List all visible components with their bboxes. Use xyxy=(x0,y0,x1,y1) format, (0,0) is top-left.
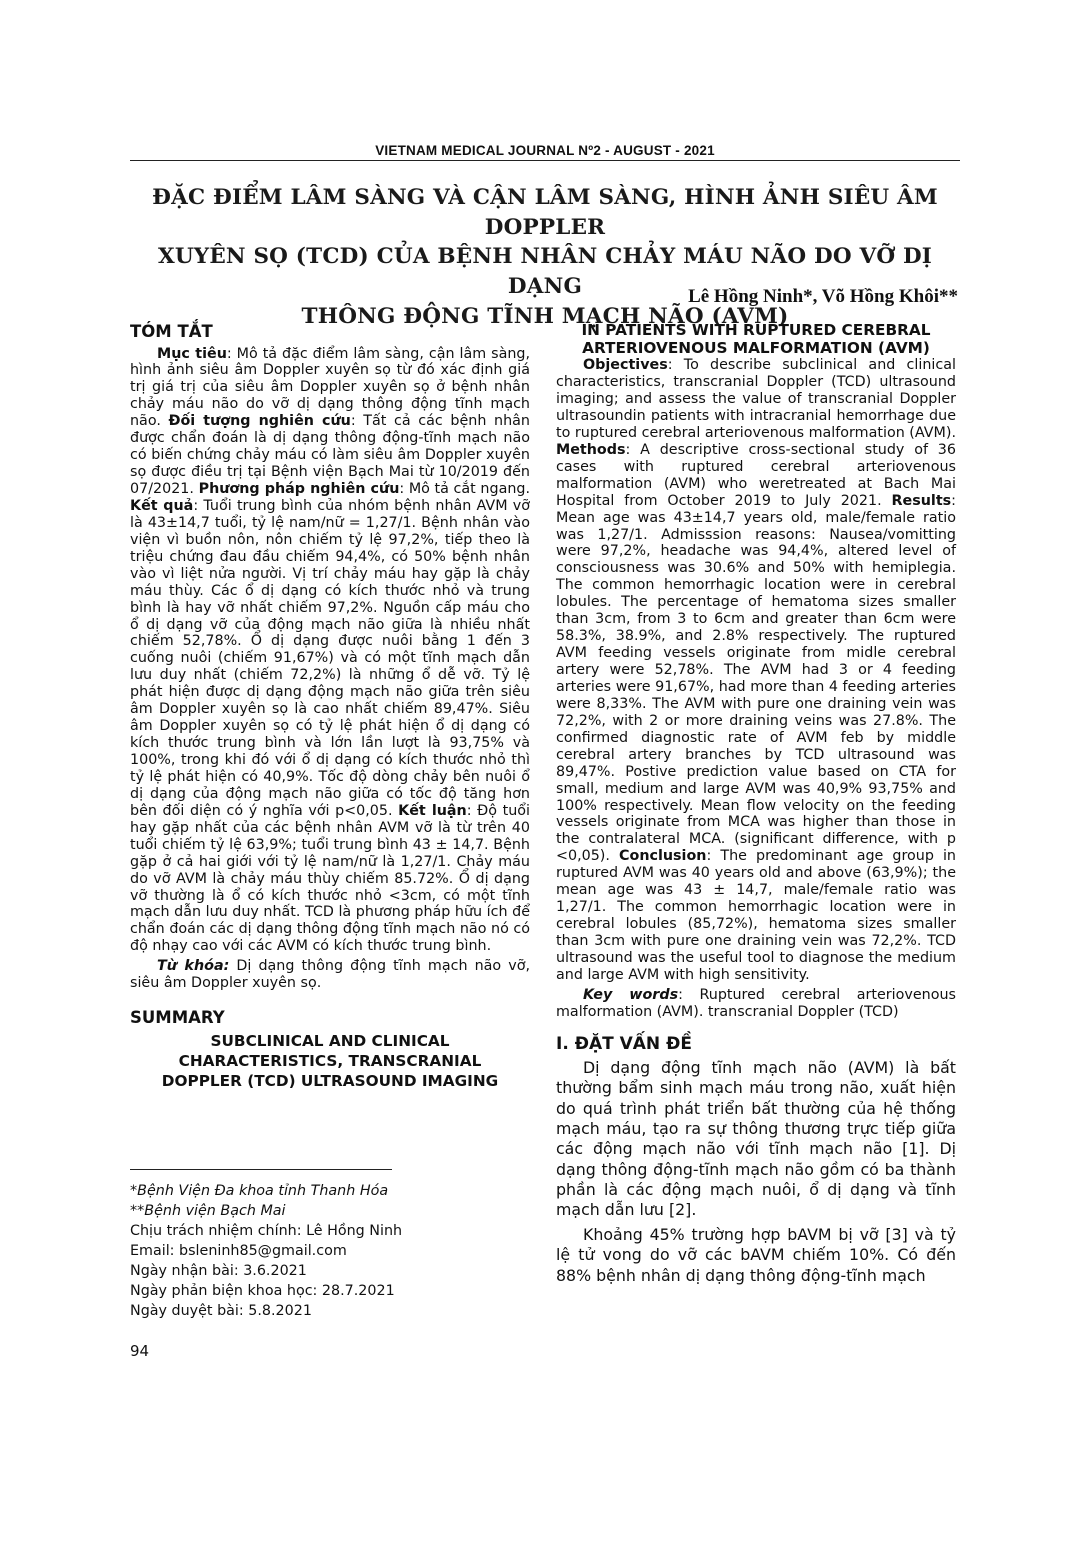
label-results-vi: Kết quả xyxy=(130,497,194,514)
label-methods-vi: Phương pháp nghiên cứu xyxy=(198,481,400,498)
title-line-1: ĐẶC ĐIỂM LÂM SÀNG VÀ CẬN LÂM SÀNG, HÌNH ẢNH SIÊU ÂM DOPPLER xyxy=(152,185,938,240)
text-conclusion-vi: : Độ tuổi hay gặp nhất của các bệnh nhân AVM vỡ là từ trên 40 tuổi chiếm tỷ lệ 63,9%; tuổi trung bình 43 ± 14,7. Bệnh gặp ở cả hai giới với tỷ lệ nam/nữ là 1,27/1. Chảy máu do vỡ AVM là chảy máu thùy chiếm 85.72%. Ổ dị dạng vỡ thường là ổ có kích thước nhỏ <3cm, có một tĩnh mạch dẫn lưu duy nhất. TCD là phương pháp hữu ích để chẩn đoán các dị dạng thông động tĩnh mạch não nó có độ nhạy cao với các AVM có kích thước trung bình. xyxy=(130,802,530,955)
text-methods-en: : A descriptive cross-sectional study of 36 cases with ruptured cerebral arteriovenous malformation (AVM) who weretreated at Bach Mai Hospital from October 2019 to July 2021. xyxy=(556,441,956,509)
summary-subtitle-line-1: SUBCLINICAL AND CLINICAL xyxy=(210,1031,450,1050)
text-conclusion-en: : The predominant age group in ruptured AVM was 40 years old and above (63,9%); the mean age was 43 ± 14,7, male/female ratio was 1,27/1. The common hemorrhagic location were in cerebral lobules (85,72%), hematoma sizes smaller than 3cm with pure one draining vein was 72,2%. TCD ultrasound was the useful tool to diagnose the medium and large AVM with high sensitivity. xyxy=(556,848,956,983)
label-methods-en: Methods xyxy=(556,441,626,458)
header-rule xyxy=(130,160,960,161)
label-conclusion-en: Conclusion xyxy=(619,848,707,865)
date-reviewed: Ngày phản biện khoa học: 28.7.2021 xyxy=(130,1283,395,1300)
introduction-paragraph-1: Dị dạng động tĩnh mạch não (AVM) là bất thường bẩm sinh mạch máu trong não, xuất hiện do quá trình phát triển bất thường của hệ thống mạch máu, tạo ra sự thông thương trực tiếp giữa các động mạch não với tĩnh mạch não [1]. Dị dạng thông động-tĩnh mạch não gồm có ba thành phần là các động mạch nuôi, ổ dị dạng và tĩnh mạch dẫn lưu [2]. xyxy=(556,1057,956,1220)
text-objectives-en: : To describe subclinical and clinical characteristics, transcranial Doppler (TCD) ultrasound imaging; and assess the value of transcranial Doppler ultrasoundin patients with intracranial hemorrhage due to ruptured cerebral arteriovenous malformation (AVM). xyxy=(556,357,956,441)
text-subjects: : Tất cả các bệnh nhân được chẩn đoán là dị dạng thông động-tĩnh mạch não có biến chứng chảy máu có làm siêu âm Doppler xuyên sọ được điều trị tại Bệnh viện Bạch Mai từ 10/2019 đến 07/2021. xyxy=(130,413,530,498)
text-objective: : Mô tả đặc điểm lâm sàng, cận lâm sàng, hình ảnh siêu âm Doppler xuyên sọ từ đó xác định giá trị giá trị của siêu âm Doppler xuyên sọ ở bệnh nhân chảy máu não do vỡ dị dạng thông động tĩnh mạch não. xyxy=(130,345,531,430)
text-results-en: : Mean age was 43±14,7 years old, male/female ratio was 1,27/1. Admisssion reasons: Nausea/vomitting were 97,2%, headache was 94,4%, altered level of consciousness was 30.6% and 50% with hemiplegia. The common hemorrhagic location were in cerebral lobules. The percentage of hematoma sizes smaller than 3cm, from 3 to 6cm and greater than 6cm were 58.3%, 38.9%, and 2.8% respectively. The ruptured AVM feeding vessels originate from midle cerebral artery were 52,78%. The AVM had 3 or 4 feeding arteries were 91,67%, had more than 4 feeding arteries were 8,33%. The AVM with pure one draining vein was 72,2%, with 2 or more draining veins was 27.8%. The confirmed diagnostic rate of AVM feb by middle cerebral artery branches by TCD ultrasound was 89,47%. Postive prediction value based on CTA for small, medium and large AVM was 40,9% 93,75% and 100% respectively. Mean flow velocity on the feeding vessels originate from MCA was higher than those in the contralateral MCA. (significant difference, with p <0,05). xyxy=(556,492,956,865)
summary-heading: SUMMARY xyxy=(130,1008,225,1028)
introduction-heading: I. ĐẶT VẤN ĐỀ xyxy=(556,1033,692,1054)
title-line-2: XUYÊN SỌ (TCD) CỦA BỆNH NHÂN CHẢY MÁU NÃO DO VỠ DỊ DẠNG xyxy=(157,244,933,299)
label-conclusion-vi: Kết luận xyxy=(398,802,467,819)
left-column xyxy=(130,322,530,1091)
affiliation-2: **Bệnh viện Bạch Mai xyxy=(130,1203,286,1220)
label-keywords-vi: Từ khóa: xyxy=(157,958,230,975)
label-subjects: Đối tượng nghiên cứu xyxy=(168,413,351,430)
text-methods-vi: : Mô tả cắt ngang. xyxy=(399,481,531,498)
right-column xyxy=(556,322,956,1286)
keywords-vi xyxy=(130,958,530,992)
journal-header: VIETNAM MEDICAL JOURNAL Nº2 - AUGUST - 2021 xyxy=(375,143,715,158)
summary-subtitle xyxy=(130,1031,530,1092)
summary-subtitle-line-3: DOPPLER (TCD) ULTRASOUND IMAGING xyxy=(161,1072,499,1091)
summary-subtitle-line-5: ARTERIOVENOUS MALFORMATION (AVM) xyxy=(582,338,930,357)
summary-subtitle-line-2: CHARACTERISTICS, TRANSCRANIAL xyxy=(178,1051,482,1070)
abstract-vi-body xyxy=(130,346,530,956)
text-results-vi: : Tuổi trung bình của nhóm bệnh nhân AVM vỡ là 43±14,7 tuổi, tỷ lệ nam/nữ = 1,27/1. Bệnh nhân vào viện vì buồn nôn, nôn chiếm tỷ lệ 97,2%, tiếp theo là triệu chứng đau đầu chiếm 94,4%, có 50% bệnh nhân vào vì liệt nửa người. Vị trí chảy máu hay gặp là chảy máu thùy. Các ổ dị dạng có kích thước nhỏ và trung bình là hay vỡ nhất chiếm 97,2%. Nguồn cấp máu cho ổ dị dạng vỡ của động mạch não giữa là nhiều nhất chiếm 52,78%. Ổ dị dạng được nuôi bằng 1 đến 3 cuống nuôi (chiếm 91,67%) và có một tĩnh mạch dẫn lưu duy nhất (chiếm 72,2%) là những ổ dễ vỡ. Tỷ lệ phát hiện được dị dạng động mạch não giữa trên siêu âm Doppler xuyên sọ là cao nhất chiếm 89,47%. Siêu âm Doppler xuyên sọ có tỷ lệ phát hiện ổ dị dạng có kích thước trung bình và lớn lần lượt là 93,75% và 100%, trong khi đó với ổ dị dạng có kích thước nhỏ thì tỷ lệ phát hiện có 40,9%. Tốc độ dòng chảy bên nuôi ổ dị dạng của động mạch não giữa có tốc độ tăng hơn bên đối diện có ý nghĩa với p<0,05. xyxy=(130,497,530,819)
footnotes xyxy=(130,1181,530,1322)
text-keywords-vi: Dị dạng thông động tĩnh mạch não vỡ, siêu âm Doppler xuyên sọ. xyxy=(130,958,530,992)
responsible-author: Chịu trách nhiệm chính: Lê Hồng Ninh xyxy=(130,1223,403,1240)
article-title xyxy=(120,183,970,331)
authors: Lê Hồng Ninh*, Võ Hồng Khôi** xyxy=(688,286,958,307)
label-keywords-en: Key words xyxy=(583,986,679,1003)
label-objectives-en: Objectives xyxy=(583,357,668,374)
text-keywords-en: : Ruptured cerebral arteriovenous malformation (AVM). transcranial Doppler (TCD) xyxy=(556,986,956,1020)
title-line-3: THÔNG ĐỘNG TĨNH MẠCH NÃO (AVM) xyxy=(301,303,789,329)
introduction-paragraph-2: Khoảng 45% trường hợp bAVM bị vỡ [3] và tỷ lệ tử vong do vỡ các bAVM chiếm 10%. Có đến 88% bệnh nhân dị dạng thông động-tĩnh mạch xyxy=(556,1224,956,1285)
keywords-en xyxy=(556,987,956,1021)
date-received: Ngày nhận bài: 3.6.2021 xyxy=(130,1263,307,1280)
affiliation-1: *Bệnh Viện Đa khoa tỉnh Thanh Hóa xyxy=(130,1183,389,1199)
page-number: 94 xyxy=(130,1342,150,1360)
label-results-en: Results xyxy=(891,492,952,509)
label-objective: Mục tiêu xyxy=(157,345,227,362)
abstract-vi-heading: TÓM TẮT xyxy=(130,322,213,341)
footnote-rule xyxy=(130,1169,392,1170)
date-accepted: Ngày duyệt bài: 5.8.2021 xyxy=(130,1303,312,1320)
summary-body xyxy=(556,357,956,984)
summary-subtitle-line-4: IN PATIENTS WITH RUPTURED CEREBRAL xyxy=(581,321,931,339)
email: Email: bsleninh85@gmail.com xyxy=(130,1243,347,1260)
summary-subtitle-continued xyxy=(556,322,956,357)
